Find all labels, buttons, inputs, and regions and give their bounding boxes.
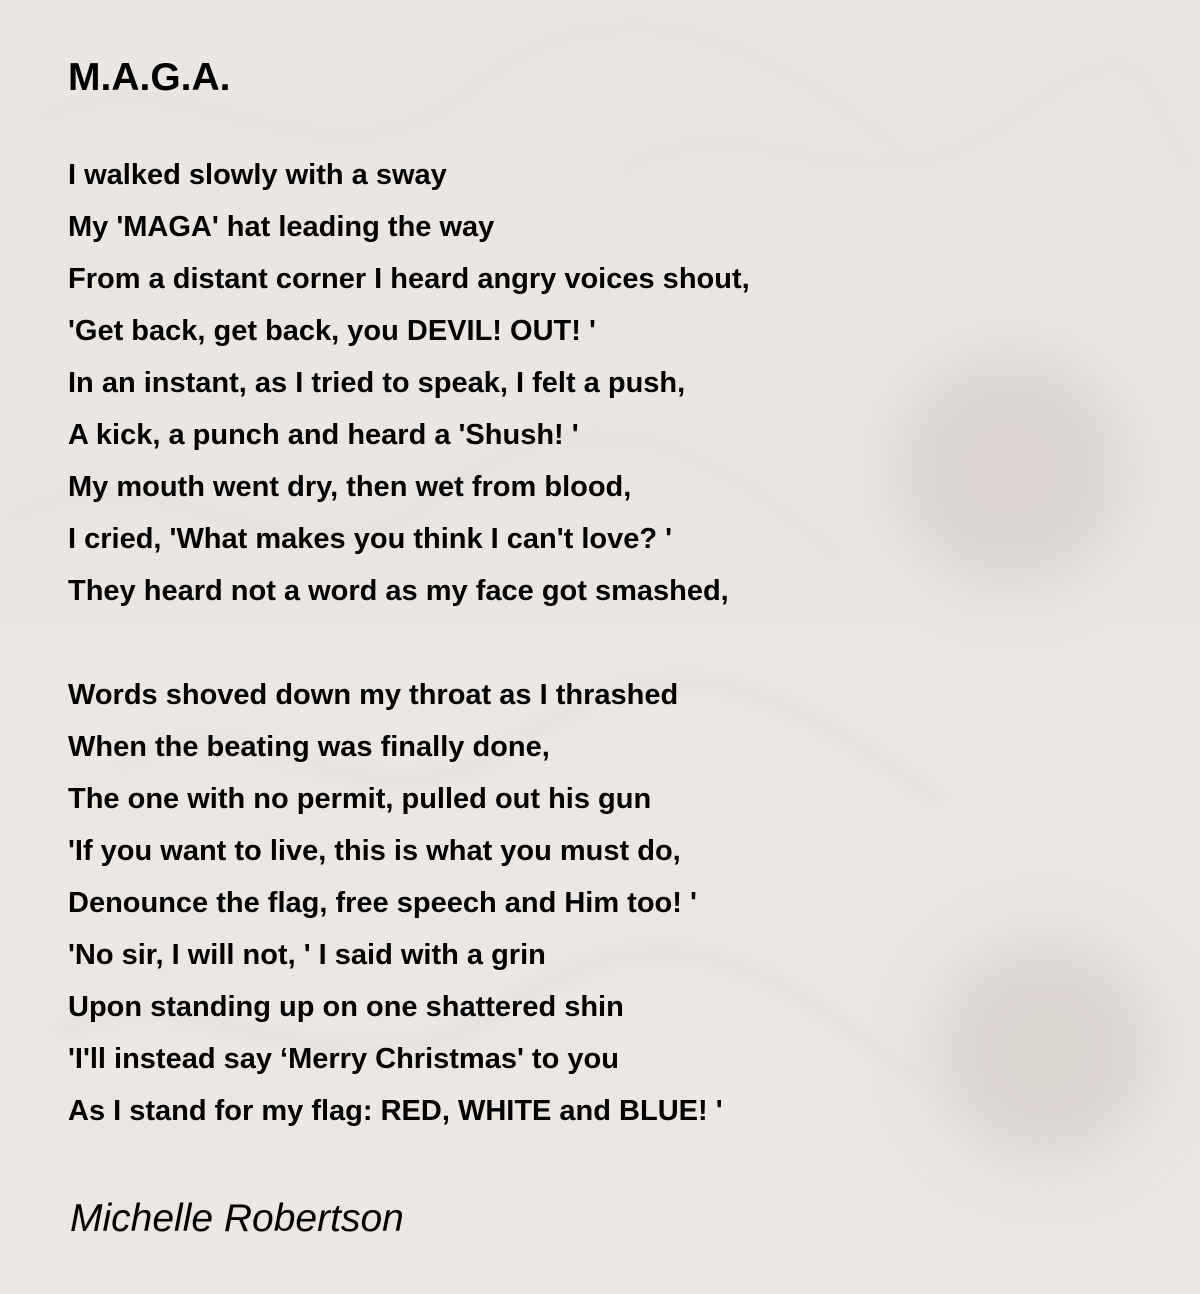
- poem-line: 'Get back, get back, you DEVIL! OUT! ': [68, 315, 596, 347]
- poem-line: My 'MAGA' hat leading the way: [68, 211, 495, 243]
- poem-line: When the beating was finally done,: [68, 731, 550, 763]
- poem-title: M.A.G.A.: [68, 56, 231, 99]
- poem-line: They heard not a word as my face got smashed,: [68, 575, 729, 607]
- poem-line: 'No sir, I will not, ' I said with a grin: [68, 939, 546, 971]
- poem-line: 'I'll instead say ‘Merry Christmas' to you: [68, 1043, 619, 1075]
- poem-line: I cried, 'What makes you think I can't love? ': [68, 523, 673, 555]
- poem-author: Michelle Robertson: [70, 1197, 404, 1240]
- poem-line: In an instant, as I tried to speak, I felt a push,: [68, 367, 686, 399]
- poem-line: Upon standing up on one shattered shin: [68, 991, 624, 1023]
- poem-line: 'If you want to live, this is what you must do,: [68, 835, 681, 867]
- poem-line: The one with no permit, pulled out his gun: [68, 783, 652, 815]
- poem-line: My mouth went dry, then wet from blood,: [68, 471, 632, 503]
- poem-line: As I stand for my flag: RED, WHITE and BLUE! ': [68, 1095, 723, 1127]
- poem-line: Denounce the flag, free speech and Him too! ': [68, 887, 697, 919]
- poem-line: From a distant corner I heard angry voices shout,: [68, 263, 750, 295]
- poem-line: I walked slowly with a sway: [68, 159, 447, 191]
- poem-line: A kick, a punch and heard a 'Shush! ': [68, 419, 579, 451]
- poem-line: Words shoved down my throat as I thrashed: [68, 679, 679, 711]
